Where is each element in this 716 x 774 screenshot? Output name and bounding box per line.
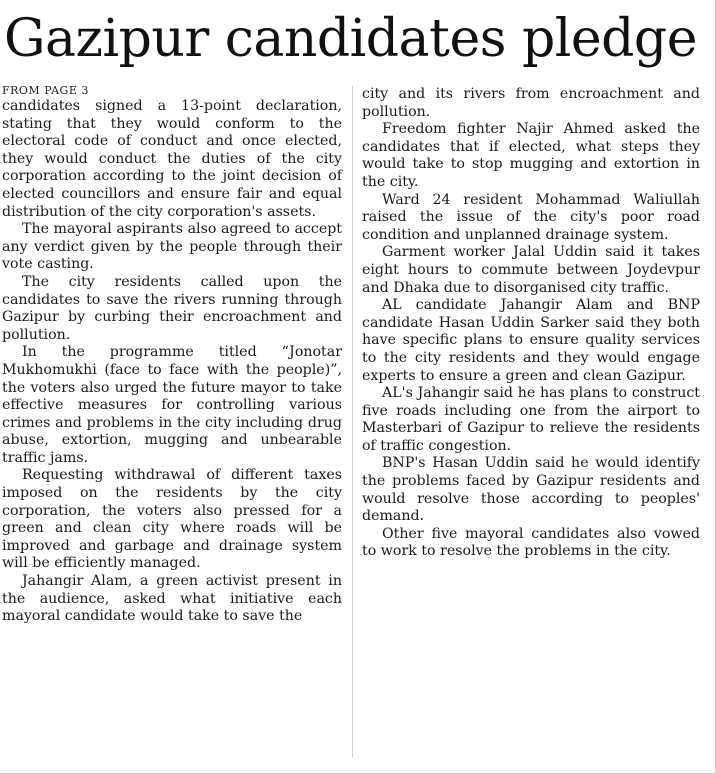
paragraph: Jahangir Alam, a green activist present in the audience, asked what initiative each mayoral candidate would take to save the [2,573,342,625]
paragraph: city and its rivers from encroachment and pollution. [362,86,700,120]
paragraph: Freedom fighter Najir Ahmed asked the candidates that if elected, what steps they would take to stop mugging and extortion in the city. [362,121,700,190]
article-column-left [2,84,342,626]
paragraph: Ward 24 resident Mohammad Waliullah raised the issue of the city's poor road condition and unplanned drainage system. [362,191,700,243]
column-divider [352,86,353,758]
paragraph: candidates signed a 13-point declaration, stating that they would conform to the electoral code of conduct and once elected, they would conduct the duties of the city corporation according to the joint decision of elected councillors and ensure fair and equal distribution of the city corporation's assets. [2,98,342,220]
paragraph: In the programme titled “Jonotar Mukhomukhi (face to face with the people)”, the voters also urged the future mayor to take effective measures for controlling various crimes and problems in the city including drug abuse, extortion, mugging and unbearable traffic jams. [2,344,342,466]
paragraph: Other five mayoral candidates also vowed to work to resolve the problems in the city. [362,525,700,560]
paragraph: AL candidate Jahangir Alam and BNP candidate Hasan Uddin Sarker said they both have specific plans to ensure quality services to the city residents and they would engage experts to ensure a green and clean Gazipur. [362,297,700,384]
paragraph: AL's Jahangir said he has plans to construct five roads including one from the airport to Masterbari of Gazipur to relieve the residents of traffic congestion. [362,385,700,454]
headline: Gazipur candidates pledge [4,9,697,69]
article-column-right [362,86,700,561]
continuation-kicker: FROM PAGE 3 [2,84,89,97]
paragraph: Garment worker Jalal Uddin said it takes eight hours to commute between Joydevpur and Dhaka due to disorganised city traffic. [362,244,700,296]
paragraph: Requesting withdrawal of different taxes imposed on the residents by the city corporation, the voters also pressed for a green and clean city where roads will be improved and garbage and drainage system will be efficiently managed. [2,467,342,572]
paragraph: The mayoral aspirants also agreed to accept any verdict given by the people through their vote casting. [2,221,342,273]
paragraph: BNP's Hasan Uddin said he would identify the problems faced by Gazipur residents and would resolve those according to peoples' demand. [362,455,700,525]
paragraph: The city residents called upon the candidates to save the rivers running through Gazipur by curbing their encroachment and pollution. [2,273,342,343]
